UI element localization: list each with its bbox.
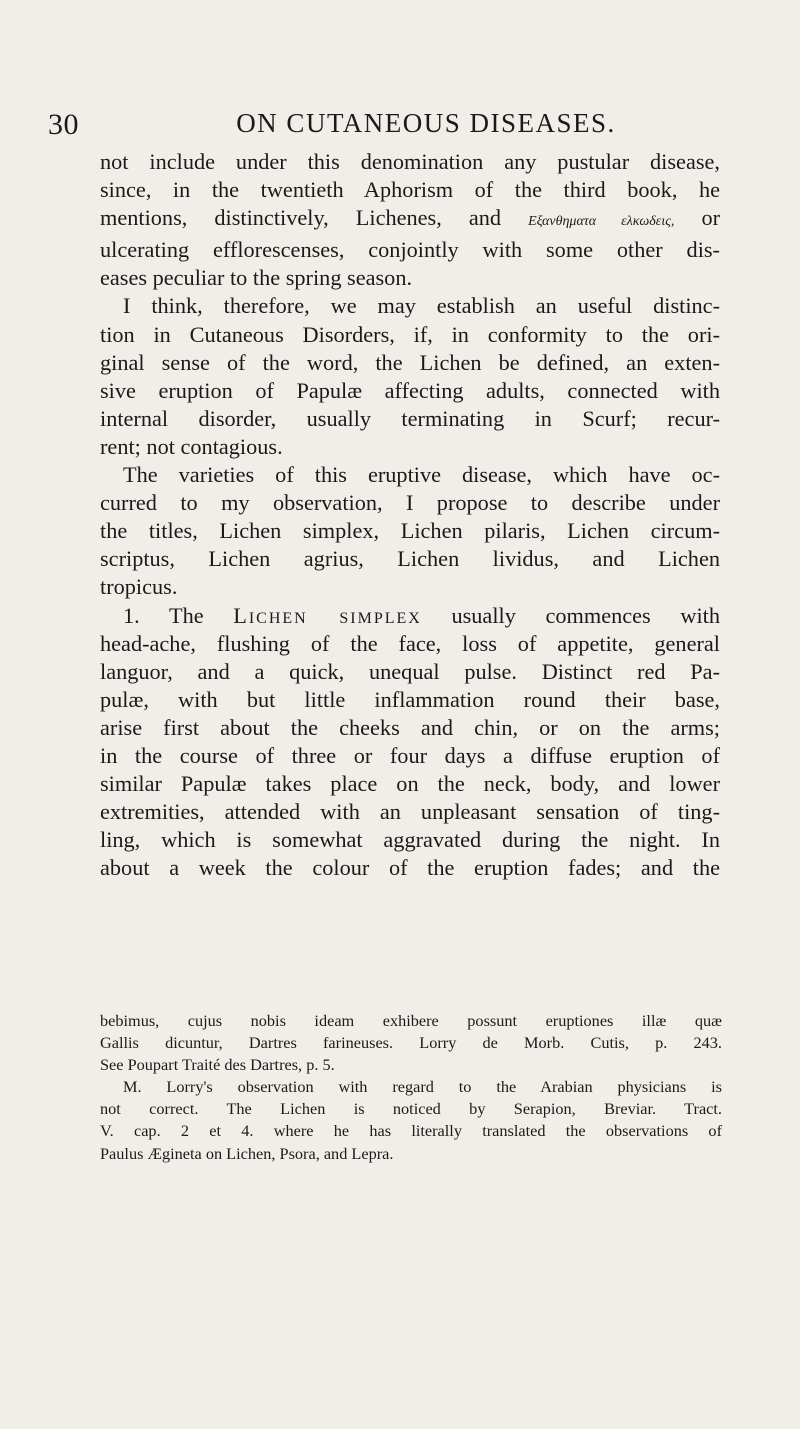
text-line [100,602,720,630]
footnote-line: Paulus Ægineta on Lichen, Psora, and Lepra. [100,1143,394,1163]
text-line: not include under this denomination any pustular disease, [100,149,720,174]
text-line: head-ache, flushing of the face, loss of appetite, general [100,630,720,656]
text-line: curred to my observation, I propose to describe under [100,490,720,516]
text-line: extremities, attended with an unpleasant sensation of ting- [100,799,720,825]
text-line: arise first about the cheeks and chin, or on the arms; [100,714,720,740]
footnotes [100,1010,722,1165]
text-line: The varieties of this eruptive disease, which have oc- [123,462,720,488]
text-fragment: 1. The [123,602,204,628]
text-line: about a week the colour of the eruption fades; and the [100,855,720,881]
text-line: pulæ, with but little inflammation round their base, [100,686,720,712]
text-line: in the course of three or four days a diffuse eruption of [100,742,720,768]
page-number: 30 [48,108,79,141]
text-line: sive eruption of Papulæ affecting adults, connected with [100,377,720,403]
text-line: ginal sense of the word, the Lichen be defined, an exten- [100,349,720,375]
text-fragment: usually commences with [451,602,720,628]
text-line: I think, therefore, we may establish an useful distinc- [123,293,720,319]
text-line: the titles, Lichen simplex, Lichen pilaris, Lichen circum- [100,518,720,544]
text-line: since, in the twentieth Aphorism of the third book, he [100,177,720,203]
smallcaps-term: Lichen simplex [233,602,422,628]
footnote-line: bebimus, cujus nobis ideam exhibere possunt eruptiones illæ quæ [100,1011,722,1030]
running-head: ON CUTANEOUS DISEASES. [236,108,616,138]
text-line: eases peculiar to the spring season. [100,265,413,291]
text-line: ulcerating efflorescenses, conjointly with some other dis- [100,237,720,263]
text-line: scriptus, Lichen agrius, Lichen lividus, and Lichen [100,546,720,572]
footnote-line: See Poupart Traité des Dartres, p. 5. [100,1055,335,1075]
text-line: similar Papulæ takes place on the neck, body, and lower [100,771,720,797]
footnote-line: not correct. The Lichen is noticed by Serapion, Breviar. Tract. [100,1099,722,1119]
text-line: tion in Cutaneous Disorders, if, in conformity to the ori- [100,321,720,347]
text-line: internal disorder, usually terminating in Scurf; recur- [100,405,720,431]
main-text [100,148,720,882]
footnote-line: V. cap. 2 et 4. where he has literally translated the observations of [100,1121,722,1141]
text-line: rent; not contagious. [100,433,283,459]
text-line: tropicus. [100,574,178,600]
greek-phrase: Εξανθηματα ελκωδεις, [528,214,675,230]
footnote-line: Gallis dicuntur, Dartres farineuses. Lorry de Morb. Cutis, p. 243. [100,1033,722,1053]
text-fragment: mentions, distinctively, Lichenes, and [100,205,502,231]
text-line [100,204,720,236]
text-line: languor, and a quick, unequal pulse. Distinct red Pa- [100,658,720,684]
footnote-line: M. Lorry's observation with regard to the Arabian physicians is [123,1077,722,1097]
page-header [48,108,748,148]
text-line: ling, which is somewhat aggravated during the night. In [100,827,720,853]
text-fragment: or [701,205,721,231]
